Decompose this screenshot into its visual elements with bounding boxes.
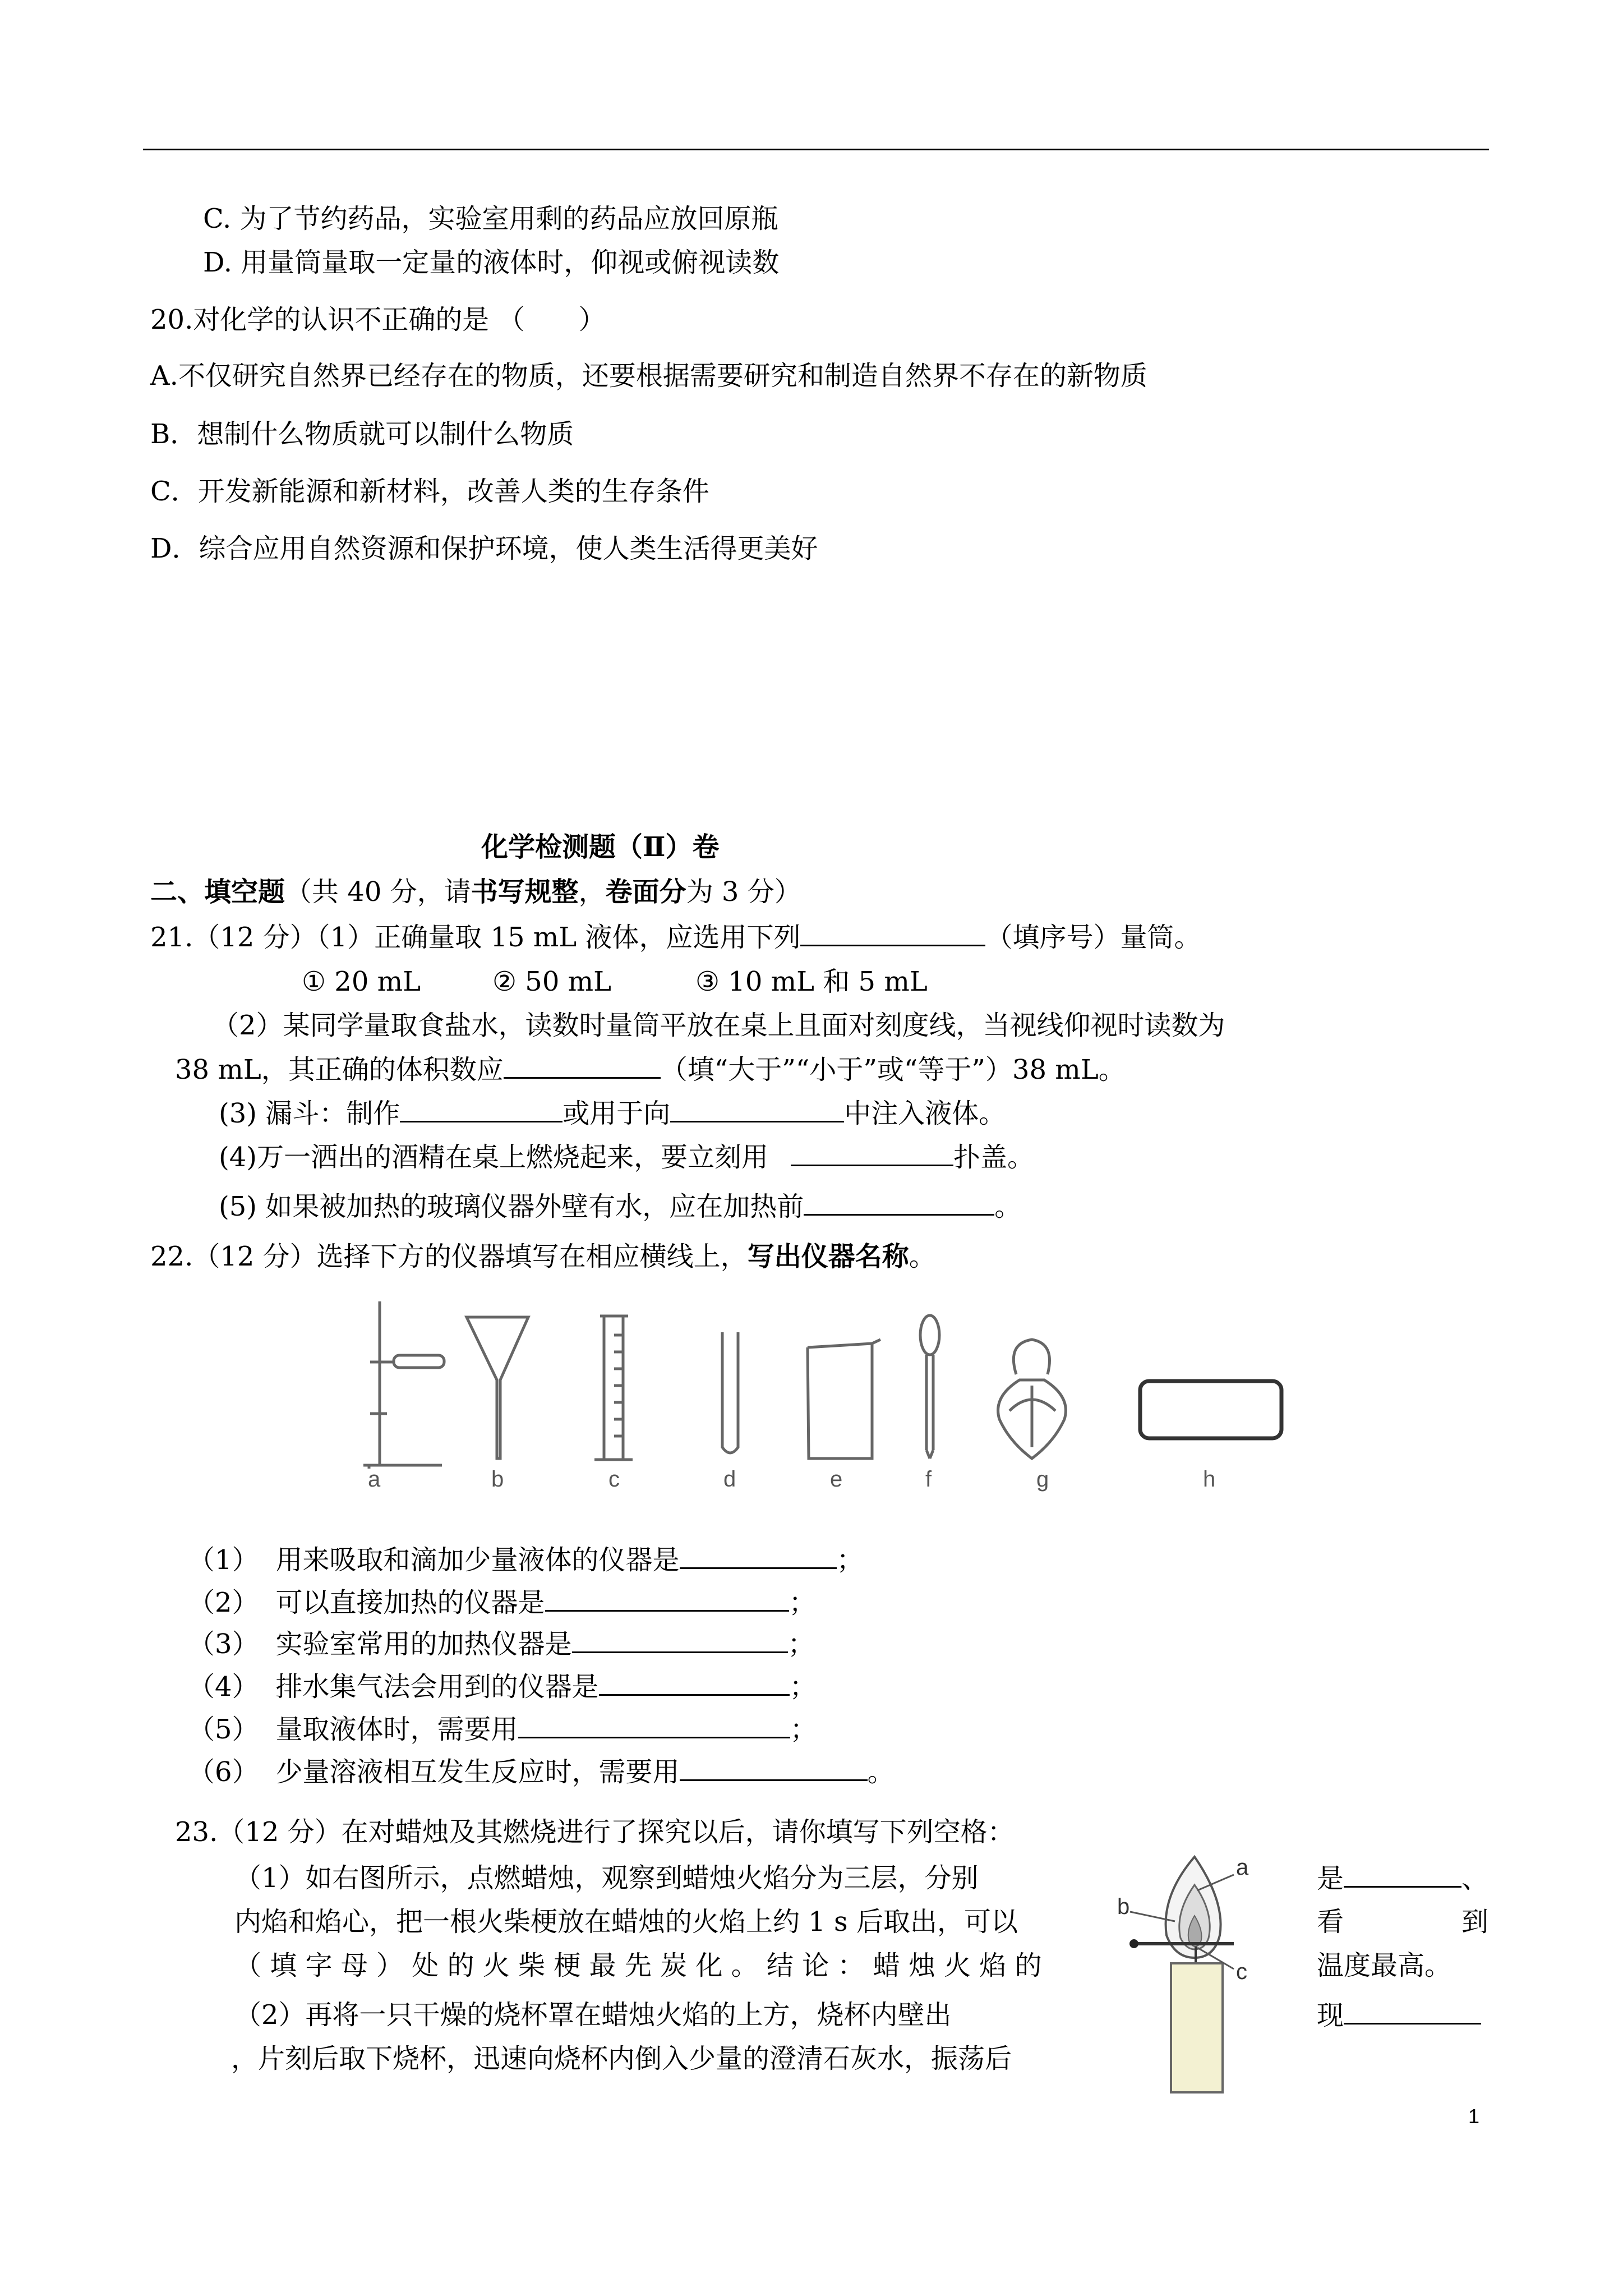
q22-item-4-text: 排水集气法会用到的仪器是 (275, 1671, 599, 1703)
q21-line5-tail: 扑盖。 (953, 1142, 1035, 1173)
q22-item-6-end: 。 (867, 1756, 895, 1788)
q23-p1-line1: （1）如右图所示，点燃蜡烛，观察到蜡烛火焰分为三层，分别 (234, 1862, 979, 1894)
q22-blank-4[interactable] (599, 1669, 790, 1696)
q23-right-1b: 、 (1461, 1863, 1489, 1894)
iron-stand-icon (363, 1301, 444, 1469)
q22-blank-6[interactable] (680, 1755, 868, 1781)
q21-line1-text: 21.（12 分）（1）正确量取 15 mL 液体，应选用下列 (150, 922, 801, 953)
q21-line6 (219, 1189, 1021, 1223)
q21-blank-5[interactable] (791, 1140, 953, 1166)
q22-item-2 (188, 1585, 816, 1619)
section-note-2: ， (578, 876, 606, 908)
candle-body-icon (1171, 1963, 1223, 2092)
section-note-bold-2: 卷面分 (605, 876, 686, 908)
q22-blank-2[interactable] (545, 1585, 789, 1612)
header-rule (143, 149, 1489, 150)
q22-item-3-text: 实验室常用的加热仪器是 (275, 1628, 572, 1660)
q22-item-2-end: ； (789, 1587, 816, 1618)
section-note-1: （共 40 分，请 (285, 876, 471, 908)
flame-label-b: b (1117, 1894, 1130, 1919)
q22-item-4-num: （4） (188, 1671, 259, 1703)
q21-line5 (219, 1140, 1034, 1174)
alcohol-lamp-icon (998, 1340, 1066, 1458)
flame-label-a: a (1236, 1855, 1249, 1880)
q23-blank-2[interactable] (1344, 1998, 1481, 2024)
q21-blank-4[interactable] (670, 1096, 844, 1122)
label-d: d (723, 1467, 736, 1492)
q23-p2-line2: ，片刻后取下烧杯，迅速向烧杯内倒入少量的澄清石灰水，振荡后 (231, 2043, 1012, 2074)
q22-item-3 (188, 1627, 815, 1661)
q22-item-3-num: （3） (188, 1628, 259, 1660)
label-f: f (925, 1467, 932, 1492)
q23-right-4: 现 (1317, 2000, 1344, 2031)
q22-stem-bold: 写出仪器名称 (747, 1241, 909, 1272)
q22-stem-text: 22.（12 分）选择下方的仪器填写在相应横线上， (150, 1241, 748, 1272)
q22-item-5 (188, 1712, 817, 1746)
q23-right-line3: 温度最高。 (1317, 1950, 1452, 1981)
q20-stem: 20.对化学的认识不正确的是 （ ） (150, 304, 606, 335)
q21-blank-6[interactable] (804, 1189, 994, 1216)
q22-stem-end: 。 (909, 1241, 936, 1272)
q21-line4 (219, 1096, 1006, 1130)
q21-line4-mid: 或用于向 (562, 1098, 671, 1129)
q21-line1-tail: （填序号）量筒。 (985, 922, 1201, 953)
q20-option-c: C．开发新能源和新材料，改善人类的生存条件 (150, 476, 709, 507)
q21-line6-tail: 。 (994, 1191, 1022, 1222)
q21-choice-2: ② 50 mL (492, 966, 612, 997)
q23-right-line1 (1317, 1861, 1488, 1895)
q22-item-2-num: （2） (188, 1587, 259, 1618)
q23-blank-1[interactable] (1344, 1861, 1461, 1888)
q22-blank-1[interactable] (680, 1543, 837, 1569)
q19-option-d: D. 用量筒量取一定量的液体时，仰视或俯视读数 (203, 247, 780, 278)
beaker-icon (808, 1340, 880, 1458)
q23-right-line4 (1317, 1998, 1481, 2032)
label-g: g (1036, 1467, 1049, 1492)
q23-right-line2-b: 到 (1461, 1906, 1489, 1938)
q22-item-6-num: （6） (188, 1756, 259, 1788)
graduated-cylinder-icon (594, 1316, 633, 1460)
evaporating-dish-icon (1140, 1381, 1281, 1438)
q22-item-1-num: （1） (188, 1544, 259, 1576)
q21-line4-text: (3) 漏斗：制作 (219, 1098, 400, 1129)
q23-p1-line2: 内焰和焰心，把一根火柴梗放在蜡烛的火焰上约 1 s 后取出，可以 (234, 1906, 1018, 1938)
q21-line6-text: (5) 如果被加热的玻璃仪器外壁有水，应在加热前 (219, 1191, 804, 1222)
q23-p1-line3: （ 填 字 母 ） 处 的 火 柴 梗 最 先 炭 化 。 结 论 ： 蜡 烛 火 焰 的 (234, 1950, 1042, 1981)
q23-right-line2-a: 看 (1317, 1906, 1344, 1938)
q22-item-3-end: ； (787, 1628, 815, 1660)
q21-choice-1: ① 20 mL (302, 966, 421, 997)
q21-blank-3[interactable] (400, 1096, 562, 1122)
q22-item-2-text: 可以直接加热的仪器是 (275, 1587, 545, 1618)
q21-line3-text: 38 mL，其正确的体积数应 (175, 1054, 504, 1085)
dropper-icon (920, 1315, 939, 1458)
section-note-3: 为 3 分） (686, 876, 801, 908)
q22-item-5-text: 量取液体时，需要用 (275, 1714, 518, 1745)
funnel-icon (467, 1317, 528, 1458)
match-head-icon (1129, 1939, 1138, 1948)
flame-label-c: c (1236, 1959, 1247, 1984)
section-heading (150, 875, 801, 909)
apparatus-figure (348, 1290, 1301, 1515)
q23-right-1a: 是 (1317, 1863, 1344, 1894)
q21-line3-tail: （填“大于”“小于”或“等于”）38 mL。 (660, 1054, 1126, 1085)
q20-option-a: A.不仅研究自然界已经存在的物质，还要根据需要研究和制造自然界不存在的新物质 (150, 360, 1147, 392)
q21-line1 (150, 920, 1201, 954)
q23-stem: 23.（12 分）在对蜡烛及其燃烧进行了探究以后，请你填写下列空格： (175, 1816, 1015, 1848)
q22-item-4 (188, 1669, 817, 1704)
test-tube-icon (722, 1332, 738, 1453)
q22-item-6-text: 少量溶液相互发生反应时，需要用 (275, 1756, 680, 1788)
q21-line3 (175, 1052, 1126, 1087)
page-number: 1 (1468, 2105, 1480, 2128)
q21-blank-2[interactable] (504, 1052, 661, 1079)
label-e: e (830, 1467, 843, 1492)
label-c: c (608, 1467, 620, 1492)
q22-item-1-text: 用来吸取和滴加少量液体的仪器是 (275, 1544, 680, 1576)
q22-blank-3[interactable] (572, 1627, 788, 1653)
q22-item-5-num: （5） (188, 1714, 259, 1745)
label-a: a (368, 1467, 381, 1492)
q21-blank-1[interactable] (800, 920, 985, 946)
q22-item-4-end: ； (789, 1671, 817, 1703)
q21-line2: （2）某同学量取食盐水，读数时量筒平放在桌上且面对刻度线，当视线仰视时读数为 (212, 1010, 1225, 1041)
q23-p2-line1: （2）再将一只干燥的烧杯罩在蜡烛火焰的上方，烧杯内壁出 (234, 1999, 952, 2031)
section-note-bold-1: 书写规整 (471, 876, 579, 908)
q22-item-1-end: ； (836, 1544, 864, 1576)
q22-blank-5[interactable] (518, 1712, 790, 1738)
q19-option-c: C. 为了节约药品，实验室用剩的药品应放回原瓶 (203, 203, 778, 234)
q20-option-d: D．综合应用自然资源和保护环境，使人类生活得更美好 (150, 533, 818, 564)
q22-stem (150, 1240, 936, 1273)
q21-line4-tail: 中注入液体。 (844, 1098, 1006, 1129)
q22-item-1 (188, 1543, 864, 1577)
q22-item-5-end: ； (790, 1714, 817, 1745)
q21-line5-text: (4)万一洒出的酒精在桌上燃烧起来，要立刻用 (219, 1142, 768, 1173)
label-b: b (491, 1467, 504, 1492)
q21-choice-3: ③ 10 mL 和 5 mL (695, 966, 928, 997)
q20-option-b: B．想制什么物质就可以制什么物质 (150, 418, 574, 450)
q22-item-6 (188, 1755, 895, 1789)
label-h: h (1203, 1467, 1216, 1492)
candle-figure (1099, 1851, 1279, 2104)
section-label: 二、填空题 (150, 876, 285, 908)
part2-title: 化学检测题（Ⅱ）卷 (481, 831, 720, 863)
